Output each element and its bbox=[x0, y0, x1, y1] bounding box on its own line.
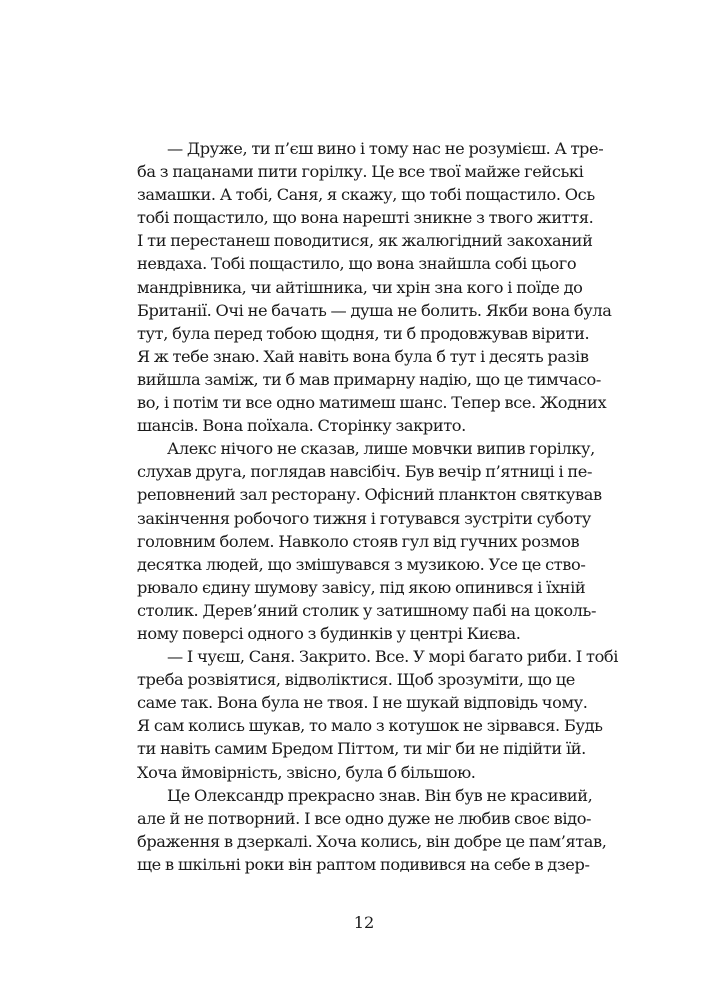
text-line: Я сам колись шукав, то мало з котушок не зірвався. Будь bbox=[137, 716, 603, 736]
text-line: замашки. А тобі, Саня, я скажу, що тобі пощастило. Ось bbox=[137, 185, 595, 205]
text-line: — І чуєш, Саня. Закрито. Все. У морі багато риби. І тобі bbox=[167, 647, 619, 667]
text-line: вийшла заміж, ти б мав примарну надію, що це тимчасо- bbox=[137, 369, 601, 389]
page-body-text bbox=[137, 137, 619, 876]
text-line: але й не потворний. І все одно дуже не любив своє відо- bbox=[137, 808, 592, 828]
text-line: десятка людей, що змішувався з музикою. Усе це ство- bbox=[137, 554, 586, 574]
text-line: рювало єдину шумову завісу, під якою опинився і їхній bbox=[137, 577, 586, 597]
text-line: — Друже, ти п’єш вино і тому нас не розумієш. А тре- bbox=[167, 139, 604, 158]
text-line: тобі пощастило, що вона нарешті зникне з твого життя. bbox=[137, 208, 594, 228]
text-line: невдаха. Тобі пощастило, що вона знайшла собі цього bbox=[137, 254, 577, 274]
text-line: Хоча ймовірність, звісно, була б більшою. bbox=[137, 762, 476, 782]
text-line: Я ж тебе знаю. Хай навіть вона була б тут і десять разів bbox=[137, 346, 589, 366]
text-line: реповнений зал ресторану. Офісний планктон святкував bbox=[137, 485, 602, 505]
text-line: во, і потім ти все одно матимеш шанс. Тепер все. Жодних bbox=[137, 393, 607, 413]
text-line: браження в дзеркалі. Хоча колись, він добре це пам’ятав, bbox=[137, 831, 607, 851]
text-line: ба з пацанами пити горілку. Це все твої майже гейські bbox=[137, 162, 584, 182]
text-line: Алекс нічого не сказав, лише мовчки випив горілку, bbox=[167, 439, 595, 459]
text-line: головним болем. Навколо стояв гул від гучних розмов bbox=[137, 531, 580, 551]
paragraph bbox=[137, 137, 612, 437]
paragraph bbox=[137, 784, 607, 876]
text-line: шансів. Вона поїхала. Сторінку закрито. bbox=[137, 416, 466, 436]
paragraph bbox=[137, 645, 619, 784]
text-line: ще в шкільні роки він раптом подивився на себе в дзер- bbox=[137, 854, 590, 874]
paragraph bbox=[137, 437, 602, 645]
text-line: ному поверсі одного з будинків у центрі Києва. bbox=[137, 623, 521, 643]
text-line: закінчення робочого тижня і готувався зустріти суботу bbox=[137, 508, 591, 528]
text-line: ти навіть самим Бредом Піттом, ти міг би не підійти їй. bbox=[137, 739, 586, 759]
text-line: саме так. Вона була не твоя. І не шукай відповідь чому. bbox=[137, 693, 588, 713]
text-line: Британії. Очі не бачать — душа не болить. Якби вона була bbox=[137, 300, 612, 320]
text-line: мандрівника, чи айтішника, чи хрін зна кого і поїде до bbox=[137, 277, 583, 297]
text-line: столик. Дерев’яний столик у затишному пабі на цоколь- bbox=[137, 600, 597, 620]
text-line: треба розвіятися, відволіктися. Щоб зрозуміти, що це bbox=[137, 670, 575, 690]
text-line: І ти перестанеш поводитися, як жалюгідний закоханий bbox=[137, 231, 593, 251]
text-line: Це Олександр прекрасно знав. Він був не красивий, bbox=[167, 785, 593, 805]
text-line: слухав друга, поглядав навсібіч. Був вечір п’ятниці і пе- bbox=[137, 462, 593, 482]
page-number: 12 bbox=[353, 913, 375, 932]
text-line: тут, була перед тобою щодня, ти б продовжував вірити. bbox=[137, 323, 590, 343]
